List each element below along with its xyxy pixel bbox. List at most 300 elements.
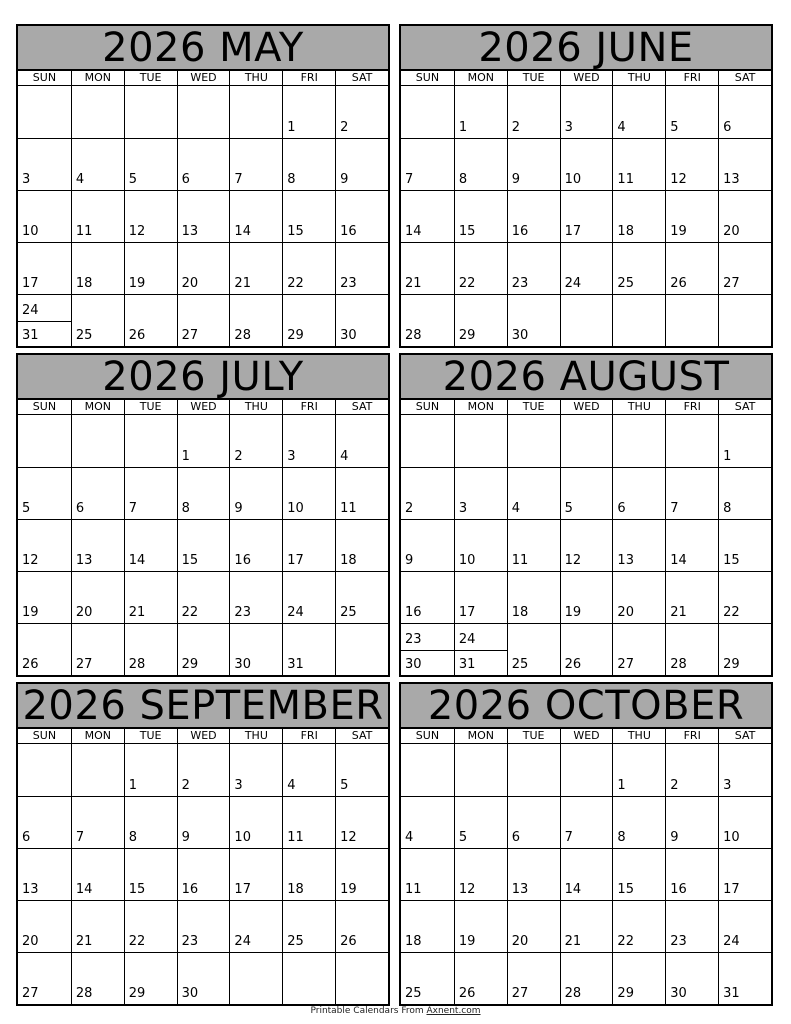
day-cell (507, 900, 560, 952)
day-number: 21 (234, 276, 251, 291)
day-cell (282, 744, 335, 796)
weekday-label: FRI (282, 729, 335, 743)
day-cell (665, 796, 718, 848)
day-cell (229, 519, 282, 571)
day-number: 2 (181, 778, 190, 793)
day-cell (560, 571, 613, 623)
split-cell-bottom (455, 650, 507, 675)
day-cell (71, 744, 124, 796)
day-number: 15 (181, 553, 199, 568)
day-cell (71, 467, 124, 519)
day-number: 19 (22, 605, 39, 620)
day-cell (718, 467, 771, 519)
day-cell (177, 294, 230, 346)
day-cell (229, 571, 282, 623)
day-cell (612, 519, 665, 571)
day-number: 18 (340, 553, 357, 568)
day-number: 28 (670, 657, 687, 672)
day-cell (71, 138, 124, 190)
day-cell (177, 571, 230, 623)
day-number: 28 (564, 986, 582, 1001)
weekday-label: MON (71, 400, 124, 414)
day-cell (612, 242, 665, 294)
day-cell (71, 952, 124, 1004)
day-number: 31 (458, 657, 476, 672)
day-number: 1 (617, 778, 626, 793)
day-number: 18 (511, 605, 529, 620)
day-cell (665, 744, 718, 796)
split-cell-bottom (18, 321, 71, 346)
day-number: 8 (723, 501, 732, 516)
day-number: 26 (564, 657, 582, 672)
day-grid (18, 744, 388, 1004)
day-number: 11 (75, 224, 93, 239)
weekday-label: THU (229, 71, 282, 85)
day-cell (124, 571, 177, 623)
weekday-label: SAT (718, 71, 771, 85)
day-cell (282, 848, 335, 900)
day-cell (335, 86, 388, 138)
day-number: 11 (511, 553, 529, 568)
day-number: 13 (723, 172, 740, 187)
day-cell (18, 571, 71, 623)
day-cell (454, 796, 507, 848)
day-number: 10 (234, 830, 251, 845)
day-number: 10 (564, 172, 582, 187)
day-number: 6 (617, 501, 626, 516)
day-number: 29 (287, 328, 304, 343)
day-grid (18, 415, 388, 675)
day-number: 23 (340, 276, 357, 291)
day-cell (18, 623, 71, 675)
day-cell (335, 796, 388, 848)
day-number: 7 (234, 172, 243, 187)
day-number: 9 (181, 830, 190, 845)
day-number: 28 (128, 657, 146, 672)
weekday-label: SUN (415, 729, 440, 742)
day-number: 13 (22, 882, 39, 897)
footer-link[interactable]: Axnent.com (426, 1006, 481, 1016)
day-cell (18, 519, 71, 571)
day-cell (507, 848, 560, 900)
day-number: 3 (22, 172, 31, 187)
day-cell (229, 900, 282, 952)
day-number: 26 (340, 934, 357, 949)
day-number: 10 (723, 830, 740, 845)
day-number: 7 (564, 830, 573, 845)
day-cell (718, 744, 771, 796)
day-cell (612, 796, 665, 848)
day-cell (177, 900, 230, 952)
day-cell (18, 796, 71, 848)
day-number: 16 (405, 605, 422, 620)
day-cell (718, 242, 771, 294)
day-number: 20 (723, 224, 740, 239)
day-cell (665, 623, 718, 675)
weekday-header-row (18, 400, 388, 415)
day-cell (507, 86, 560, 138)
day-cell (718, 294, 771, 346)
day-cell (718, 900, 771, 952)
day-number: 1 (458, 120, 468, 135)
day-cell (335, 571, 388, 623)
month-title: 2026 AUGUST (401, 355, 771, 400)
day-number: 27 (181, 328, 199, 343)
weekday-label: FRI (665, 71, 718, 85)
day-cell (177, 138, 230, 190)
weekday-label: THU (612, 71, 665, 85)
month-title: 2026 JULY (18, 355, 388, 400)
day-cell (507, 952, 560, 1004)
day-cell (454, 900, 507, 952)
month-calendar (399, 353, 773, 677)
day-number: 10 (287, 501, 304, 516)
day-cell (612, 415, 665, 467)
day-number: 13 (181, 224, 199, 239)
day-cell (401, 571, 454, 623)
day-number: 27 (617, 657, 634, 672)
day-number: 1 (723, 449, 732, 464)
weekday-label: TUE (507, 729, 560, 743)
day-number: 17 (723, 882, 740, 897)
day-cell (560, 294, 613, 346)
day-cell (454, 242, 507, 294)
day-number: 24 (564, 276, 582, 291)
day-number: 5 (340, 778, 349, 793)
day-cell (124, 796, 177, 848)
day-cell (229, 848, 282, 900)
day-cell (507, 519, 560, 571)
day-cell (718, 848, 771, 900)
weekday-label: WED (560, 400, 613, 414)
day-number: 15 (287, 224, 304, 239)
day-cell (454, 138, 507, 190)
day-number: 17 (458, 605, 476, 620)
weekday-label: FRI (665, 400, 718, 414)
day-number: 11 (340, 501, 357, 516)
day-number: 12 (22, 553, 39, 568)
weekday-label: THU (229, 400, 282, 414)
day-cell (401, 519, 454, 571)
weekday-label: SUN (415, 400, 440, 413)
day-number: 12 (564, 553, 582, 568)
day-cell (718, 86, 771, 138)
day-cell (177, 467, 230, 519)
day-number: 2 (234, 449, 243, 464)
month-calendar (399, 24, 773, 348)
day-number: 15 (723, 553, 740, 568)
day-cell (282, 190, 335, 242)
day-cell (177, 952, 230, 1004)
day-cell (401, 900, 454, 952)
day-cell (718, 415, 771, 467)
day-cell (507, 138, 560, 190)
day-number: 5 (128, 172, 137, 187)
day-number: 1 (287, 120, 296, 135)
weekday-label: WED (177, 400, 230, 414)
day-number: 15 (128, 882, 146, 897)
day-number: 22 (287, 276, 304, 291)
day-cell (335, 242, 388, 294)
day-number: 20 (22, 934, 39, 949)
day-cell (229, 86, 282, 138)
day-cell (229, 467, 282, 519)
day-cell (229, 744, 282, 796)
day-cell (282, 571, 335, 623)
day-cell (229, 415, 282, 467)
day-cell (177, 744, 230, 796)
day-cell (507, 294, 560, 346)
day-number: 22 (617, 934, 634, 949)
weekday-label: MON (454, 71, 507, 85)
day-number: 27 (511, 986, 529, 1001)
day-cell (718, 796, 771, 848)
day-number: 29 (181, 657, 199, 672)
day-cell (507, 796, 560, 848)
day-number: 1 (181, 449, 190, 464)
day-cell (124, 519, 177, 571)
day-cell (71, 796, 124, 848)
day-cell (177, 623, 230, 675)
day-cell (612, 848, 665, 900)
day-cell (18, 952, 71, 1004)
day-number: 21 (670, 605, 687, 620)
day-number: 5 (458, 830, 468, 845)
day-number: 9 (670, 830, 679, 845)
day-number: 7 (128, 501, 137, 516)
day-number: 31 (723, 986, 740, 1001)
day-cell (71, 571, 124, 623)
split-cell-top (455, 624, 507, 651)
weekday-label: MON (71, 729, 124, 743)
day-number: 20 (181, 276, 199, 291)
day-cell (229, 796, 282, 848)
weekday-label: FRI (282, 71, 335, 85)
day-number: 19 (128, 276, 146, 291)
day-number: 6 (181, 172, 190, 187)
day-cell (124, 623, 177, 675)
day-cell (718, 519, 771, 571)
day-number: 17 (234, 882, 251, 897)
day-number: 29 (458, 328, 476, 343)
day-number: 23 (234, 605, 251, 620)
day-cell (454, 623, 507, 675)
day-cell (282, 415, 335, 467)
weekday-header-row (18, 71, 388, 86)
day-number: 27 (22, 986, 39, 1001)
day-cell (282, 796, 335, 848)
day-number: 4 (617, 120, 626, 135)
weekday-label: SUN (32, 729, 57, 742)
month-title: 2026 JUNE (401, 26, 771, 71)
day-cell (507, 415, 560, 467)
day-number: 7 (405, 172, 414, 187)
weekday-label: MON (71, 71, 124, 85)
day-cell (401, 848, 454, 900)
day-number: 25 (511, 657, 529, 672)
day-cell (560, 623, 613, 675)
day-cell (18, 86, 71, 138)
split-cell-top (401, 624, 454, 651)
day-cell (665, 848, 718, 900)
day-number: 21 (128, 605, 146, 620)
day-number: 25 (287, 934, 304, 949)
day-number: 4 (75, 172, 85, 187)
day-cell (401, 467, 454, 519)
day-cell (71, 848, 124, 900)
weekday-header-row (18, 729, 388, 744)
day-number: 14 (234, 224, 251, 239)
day-cell (18, 848, 71, 900)
day-cell (71, 623, 124, 675)
day-cell (507, 571, 560, 623)
day-number: 18 (75, 276, 93, 291)
weekday-label: SUN (32, 400, 57, 413)
day-cell (401, 623, 454, 675)
day-number: 30 (181, 986, 199, 1001)
day-number: 6 (511, 830, 520, 845)
day-number: 30 (511, 328, 529, 343)
weekday-label: WED (177, 729, 230, 743)
day-cell (124, 744, 177, 796)
day-number: 9 (405, 553, 414, 568)
day-cell (335, 467, 388, 519)
day-cell (71, 86, 124, 138)
day-number: 24 (458, 632, 476, 647)
day-cell (282, 467, 335, 519)
day-number: 25 (617, 276, 634, 291)
day-number: 26 (670, 276, 687, 291)
day-cell (124, 86, 177, 138)
day-cell (718, 623, 771, 675)
day-cell (335, 900, 388, 952)
day-number: 4 (405, 830, 414, 845)
day-cell (665, 190, 718, 242)
day-number: 21 (564, 934, 582, 949)
day-cell (401, 242, 454, 294)
day-cell (335, 519, 388, 571)
day-cell (71, 242, 124, 294)
day-number: 16 (511, 224, 529, 239)
day-cell (454, 467, 507, 519)
day-number: 27 (75, 657, 93, 672)
day-cell (335, 848, 388, 900)
month-title: 2026 OCTOBER (401, 684, 771, 729)
day-cell (282, 952, 335, 1004)
day-number: 5 (22, 501, 31, 516)
day-cell (560, 415, 613, 467)
day-number: 12 (340, 830, 357, 845)
day-number: 9 (340, 172, 349, 187)
day-number: 9 (511, 172, 520, 187)
weekday-label: MON (454, 729, 507, 743)
day-number: 24 (723, 934, 740, 949)
day-number: 8 (181, 501, 190, 516)
day-cell (401, 294, 454, 346)
day-cell (177, 242, 230, 294)
day-number: 7 (75, 830, 85, 845)
day-cell (401, 138, 454, 190)
day-number: 25 (405, 986, 422, 1001)
month-title: 2026 MAY (18, 26, 388, 71)
month-calendar (16, 353, 390, 677)
weekday-label: SAT (335, 729, 388, 743)
day-cell (560, 190, 613, 242)
day-number: 12 (670, 172, 687, 187)
weekday-label: THU (229, 729, 282, 743)
day-number: 30 (670, 986, 687, 1001)
day-cell (177, 415, 230, 467)
day-grid (401, 86, 771, 346)
day-number: 23 (511, 276, 529, 291)
day-cell (612, 467, 665, 519)
day-number: 12 (128, 224, 146, 239)
day-number: 21 (405, 276, 422, 291)
weekday-label: MON (454, 400, 507, 414)
day-cell (124, 900, 177, 952)
day-cell (507, 467, 560, 519)
weekday-label: TUE (124, 71, 177, 85)
day-cell (335, 190, 388, 242)
day-number: 8 (287, 172, 296, 187)
day-cell (718, 571, 771, 623)
day-cell (560, 519, 613, 571)
split-cell-bottom (401, 650, 454, 675)
day-number: 4 (287, 778, 296, 793)
day-cell (229, 242, 282, 294)
day-cell (335, 623, 388, 675)
day-cell (282, 242, 335, 294)
day-cell (124, 952, 177, 1004)
day-number: 3 (564, 120, 573, 135)
day-cell (401, 86, 454, 138)
day-number: 29 (723, 657, 740, 672)
day-number: 23 (181, 934, 199, 949)
day-cell (124, 242, 177, 294)
day-cell (665, 900, 718, 952)
day-number: 5 (670, 120, 679, 135)
day-number: 22 (128, 934, 146, 949)
day-cell (401, 952, 454, 1004)
weekday-label: SAT (718, 400, 771, 414)
day-cell (612, 138, 665, 190)
day-number: 8 (458, 172, 468, 187)
day-cell (282, 294, 335, 346)
day-number: 23 (670, 934, 687, 949)
day-cell (124, 294, 177, 346)
month-title: 2026 SEPTEMBER (18, 684, 388, 729)
day-number: 2 (670, 778, 679, 793)
weekday-label: FRI (665, 729, 718, 743)
day-number: 11 (405, 882, 422, 897)
day-cell (401, 415, 454, 467)
day-number: 22 (723, 605, 740, 620)
day-number: 12 (458, 882, 476, 897)
weekday-label: SAT (335, 71, 388, 85)
day-cell (18, 467, 71, 519)
day-number: 29 (128, 986, 146, 1001)
weekday-label: WED (177, 71, 230, 85)
day-cell (124, 467, 177, 519)
day-number: 14 (128, 553, 146, 568)
day-cell (229, 190, 282, 242)
weekday-label: TUE (124, 400, 177, 414)
day-cell (665, 294, 718, 346)
day-number: 31 (22, 328, 39, 343)
day-number: 20 (511, 934, 529, 949)
day-cell (665, 519, 718, 571)
day-number: 24 (287, 605, 304, 620)
